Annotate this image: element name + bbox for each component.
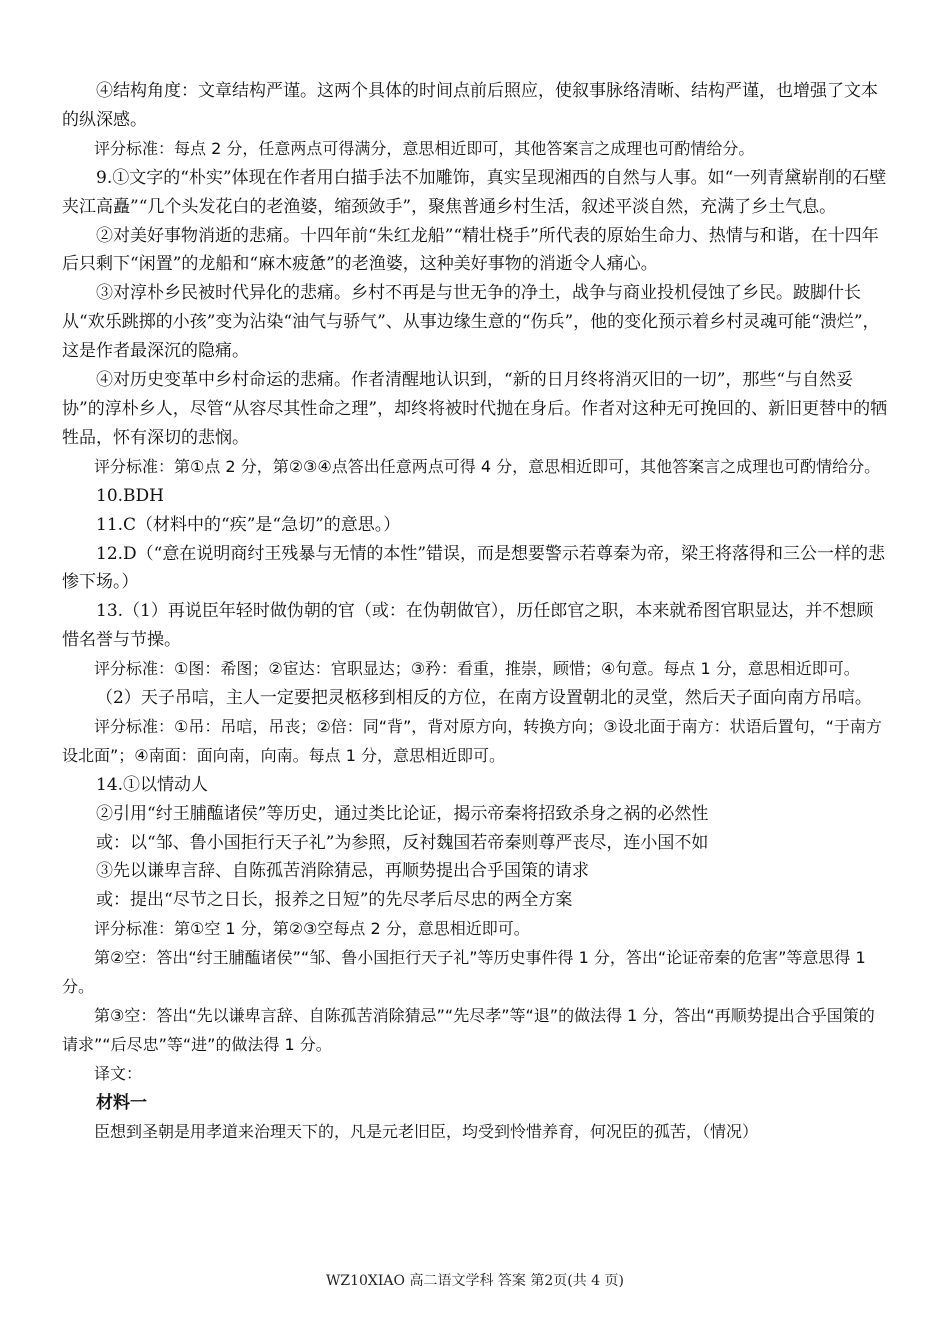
q14-blank2: ②引用“纣王脯醢诸侯”等历史，通过类比论证，揭示帝秦将招致杀身之祸的必然性 <box>96 803 709 824</box>
q9-scoring: 评分标准：第①点 2 分，第②③④点答出任意两点可得 4 分，意思相近即可，其他答案言之成理也可酌情给分。 <box>94 456 881 476</box>
q9-point1: 9.①文字的“朴实”体现在作者用白描手法不加雕饰，真实呈现湘西的自然与人事。如“一列青黛崭削的石壁夹江高矗”“几个头发花白的老渔婆，缩颈敛手”，聚焦普通乡村生活，叙述平淡自然，充满了乡土气息。 <box>62 167 887 217</box>
q14-blank1: 14.①以情动人 <box>96 774 209 795</box>
q14-blank2-scoring: 第②空：答出“纣王脯醢诸侯”“邹、鲁小国拒行天子礼”等历史事件得 1 分，答出“论证帝秦的危害”等意思得 1 分。 <box>62 948 866 997</box>
q14-blank3: ③先以谦卑言辞、自陈孤苦消除猜忌，再顺势提出合乎国策的请求 <box>96 861 589 882</box>
q14-scoring: 评分标准：第①空 1 分，第②③空每点 2 分，意思相近即可。 <box>94 919 530 939</box>
q8-scoring: 评分标准：每点 2 分，任意两点可得满分，意思相近即可，其他答案言之成理也可酌情给分。 <box>94 138 755 158</box>
q10-answer: 10.BDH <box>96 485 164 506</box>
q13-part2-scoring: 评分标准：①吊：吊唁，吊丧；②倍：同“背”，背对原方向，转换方向；③设北面于南方：状语后置句，“于南方设北面”；④南面：面向南，向南。每点 1 分，意思相近即可。 <box>62 716 882 765</box>
material-one-text: 臣想到圣朝是用孝道来治理天下的，凡是元老旧臣，均受到怜惜养育，何况臣的孤苦，（情况） <box>94 1121 759 1141</box>
material-one-heading: 材料一 <box>96 1092 147 1113</box>
q13-part2: （2）天子吊唁，主人一定要把灵柩移到相反的方位，在南方设置朝北的灵堂，然后天子面向南方吊唁。 <box>96 688 872 709</box>
q13-part1: 13.（1）再说臣年轻时做伪朝的官（或：在伪朝做官），历任郎官之职，本来就希图官职显达，并不想顾惜名誉与节操。 <box>62 601 874 651</box>
q13-part1-scoring: 评分标准：①图：希图；②宦达：官职显达；③矜：看重，推崇，顾惜；④句意。每点 1 分，意思相近即可。 <box>94 659 860 679</box>
q12-answer: 12.D（“意在说明商纣王残暴与无情的本性”错误，而是想要警示若尊秦为帝，梁王将落得和三公一样的悲惨下场。） <box>62 543 886 593</box>
page-footer: WZ10XIAO 高二语文学科 答案 第2页(共 4 页) <box>325 1273 624 1289</box>
q8-point4: ④结构角度：文章结构严谨。这两个具体的时间点前后照应，使叙事脉络清晰、结构严谨，也增强了文本的纵深感。 <box>62 81 878 130</box>
q9-point4: ④对历史变革中乡村命运的悲痛。作者清醒地认识到，“新的日月终将消灭旧的一切”，那些“与自然妥协”的淳朴乡人，尽管“从容尽其性命之理”，却终将被时代抛在身后。作者对这种无可挽回的、新旧更替中的牺牲品，怀有深切的悲悯。 <box>62 370 888 448</box>
q14-blank3-scoring: 第③空：答出“先以谦卑言辞、自陈孤苦消除猜忌”“先尽孝”等“退”的做法得 1 分，答出“再顺势提出合乎国策的请求”“后尽忠”等“进”的做法得 1 分。 <box>62 1006 875 1054</box>
answer-content <box>62 77 890 1147</box>
q9-point2: ②对美好事物消逝的悲痛。十四年前“朱红龙船”“精壮桡手”所代表的原始生命力、热情与和谐，在十四年后只剩下“闲置”的龙船和“麻木疲惫”的老渔婆，这种美好事物的消逝令人痛心。 <box>62 225 879 275</box>
q9-point3: ③对淳朴乡民被时代异化的悲痛。乡村不再是与世无争的净土，战争与商业投机侵蚀了乡民。跛脚什长从“欢乐跳掷的小孩”变为沾染“油气与骄气”、从事边缘生意的“伤兵”，他的变化预示着乡村灵魂可能“溃烂”，这是作者最深沉的隐痛。 <box>62 283 880 362</box>
translation-heading: 译文： <box>94 1063 143 1083</box>
q14-blank3-alt: 或：提出“尽节之日长，报养之日短”的先尽孝后尽忠的两全方案 <box>96 890 573 911</box>
q14-blank2-alt: 或：以“邹、鲁小国拒行天子礼”为参照，反衬魏国若帝秦则尊严丧尽，连小国不如 <box>96 832 709 853</box>
q11-answer: 11.C（材料中的“疾”是“急切”的意思。） <box>96 514 401 535</box>
